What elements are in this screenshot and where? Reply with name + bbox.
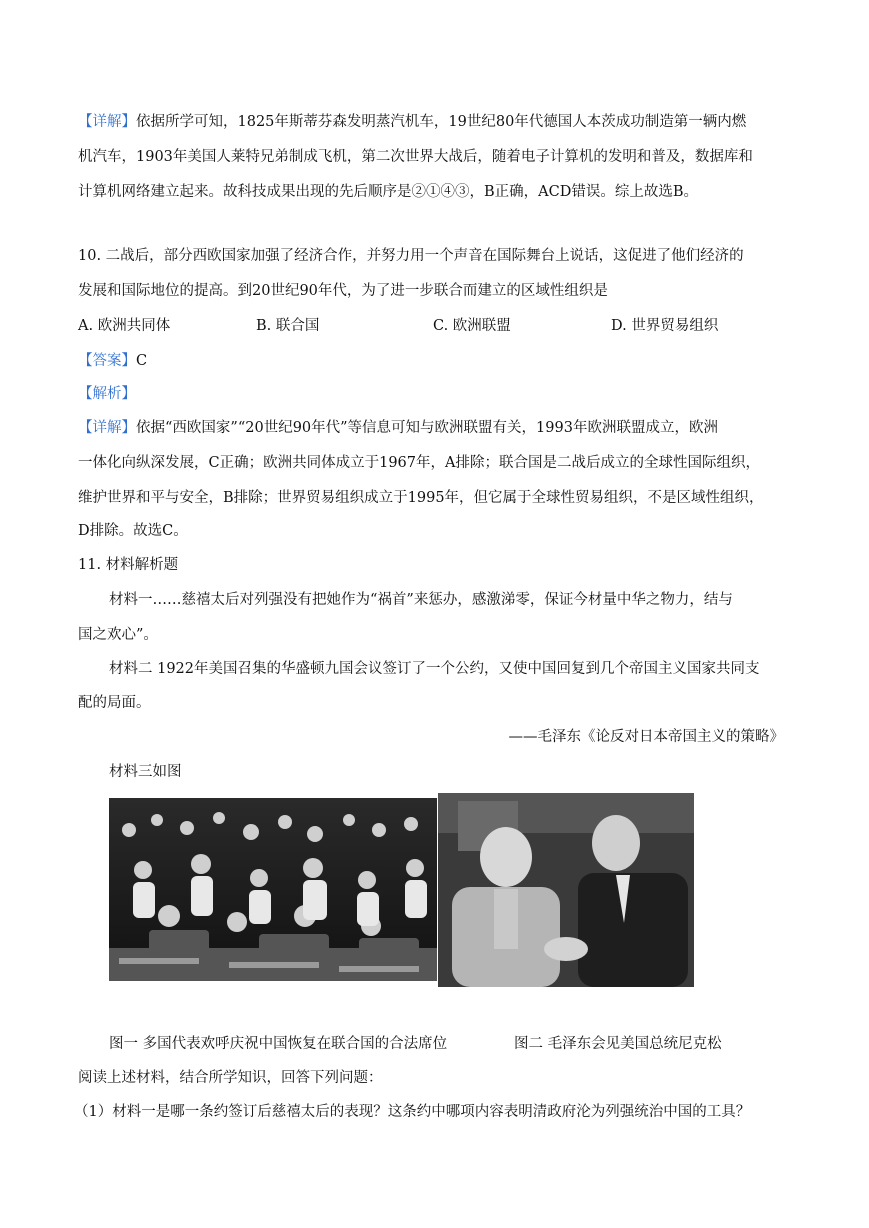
detail-line bbox=[78, 112, 798, 132]
material-1: 国之欢心”。 bbox=[78, 627, 158, 643]
answer-tag: 【答案】 bbox=[78, 353, 136, 369]
detail-line: D排除。故选C。 bbox=[78, 523, 188, 539]
material-2: 材料二 1922年美国召集的华盛顿九国会议签订了一个公约，又使中国回复到几个帝国主义国家共同支 bbox=[109, 661, 760, 677]
question-10-text: 发展和国际地位的提高。到20世纪90年代，为了进一步联合而建立的区域性组织是 bbox=[78, 283, 608, 299]
question-11-title: 11. 材料解析题 bbox=[78, 557, 179, 573]
material-3: 材料三如图 bbox=[109, 764, 182, 780]
answer-value: C bbox=[136, 353, 148, 369]
material-1: 材料一……慈禧太后对列强没有把她作为“祸首”来惩办，感激涕零，保证今材量中华之物力，结与 bbox=[109, 592, 733, 608]
detail-line: 维护世界和平与安全，B排除；世界贸易组织成立于1995年，但它属于全球性贸易组织，不是区域性组织， bbox=[78, 490, 764, 506]
figure-1-caption: 图一 多国代表欢呼庆祝中国恢复在联合国的合法席位 bbox=[109, 1036, 448, 1052]
material-2-source: ——毛泽东《论反对日本帝国主义的策略》 bbox=[508, 729, 784, 745]
instruction: 阅读上述材料，结合所学知识，回答下列问题： bbox=[78, 1070, 383, 1086]
detail-text: 依据“西欧国家”“20世纪90年代”等信息可知与欧洲联盟有关，1993年欧洲联盟成立，欧洲 bbox=[136, 420, 718, 436]
detail-tag: 【详解】 bbox=[78, 420, 136, 436]
option-a: A. 欧洲共同体 bbox=[78, 318, 171, 334]
option-c: C. 欧洲联盟 bbox=[433, 318, 511, 334]
detail-line: 机汽车，1903年美国人莱特兄弟制成飞机，第二次世界大战后，随着电子计算机的发明和普及，数据库和 bbox=[78, 149, 753, 165]
answer-line bbox=[78, 351, 798, 371]
option-b: B. 联合国 bbox=[256, 318, 320, 334]
detail-line: 计算机网络建立起来。故科技成果出现的先后顺序是②①④③，B正确，ACD错误。综上故选B。 bbox=[78, 184, 698, 200]
detail-tag: 【详解】 bbox=[78, 114, 136, 130]
option-d: D. 世界贸易组织 bbox=[611, 318, 719, 334]
detail-text: 依据所学可知，1825年斯蒂芬森发明蒸汽机车，19世纪80年代德国人本茨成功制造第一辆内燃 bbox=[136, 114, 747, 130]
material-2: 配的局面。 bbox=[78, 695, 151, 711]
sub-question-1: （1）材料一是哪一条约签订后慈禧太后的表现？这条约中哪项内容表明清政府沦为列强统治中国的工具？ bbox=[74, 1104, 751, 1120]
detail-line bbox=[78, 418, 798, 438]
mao-nixon-photo bbox=[438, 793, 694, 987]
analysis-tag: 【解析】 bbox=[78, 386, 136, 402]
un-assembly-photo bbox=[109, 798, 437, 981]
question-10-text: 10. 二战后，部分西欧国家加强了经济合作，并努力用一个声音在国际舞台上说话，这促进了他们经济的 bbox=[78, 248, 744, 264]
detail-line: 一体化向纵深发展，C正确；欧洲共同体成立于1967年，A排除；联合国是二战后成立的全球性国际组织， bbox=[78, 455, 760, 471]
figure-2-caption: 图二 毛泽东会见美国总统尼克松 bbox=[514, 1036, 722, 1052]
